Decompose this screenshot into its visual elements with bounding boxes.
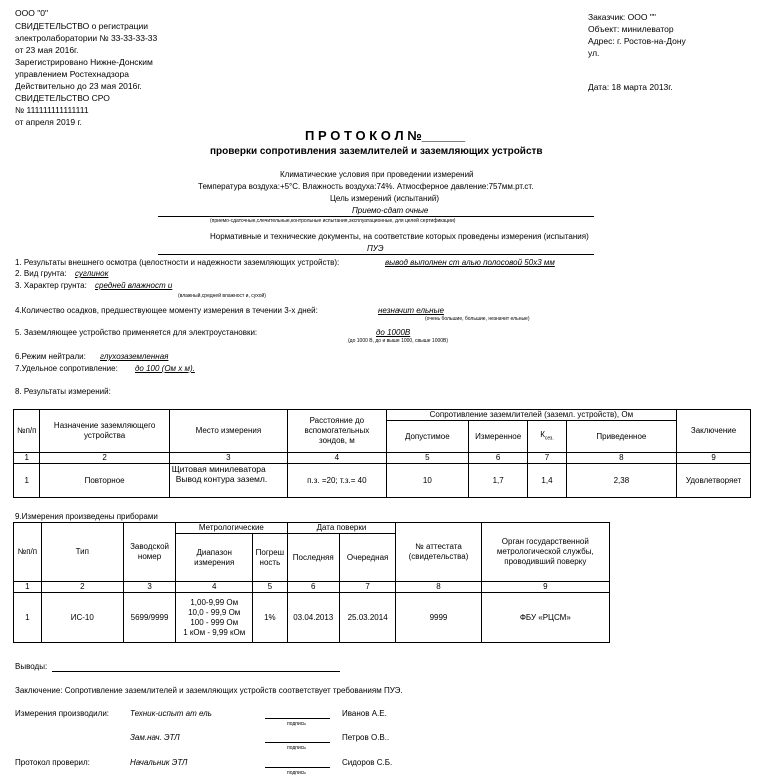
conclusions-label: Выводы: xyxy=(15,662,48,671)
instruments-table xyxy=(13,522,610,643)
header-certificate: № аттестата (свидетельства) xyxy=(396,523,481,582)
header-metrological: Метрологические xyxy=(176,523,287,534)
climate-title: Климатические условия при проведении измерений xyxy=(280,170,474,179)
lab-valid-until: Действительно до 23 мая 2016г. xyxy=(15,81,142,91)
results-table xyxy=(13,409,751,498)
item-2-label: 2. Вид грунта: xyxy=(15,269,67,278)
col-num: 8 xyxy=(566,453,676,464)
table-row xyxy=(14,464,751,498)
signature-line xyxy=(265,742,330,743)
row-range-line: 100 - 999 Ом xyxy=(190,617,239,627)
header-type: Тип xyxy=(41,523,123,582)
header-allowed: Допустимое xyxy=(386,421,468,453)
header-distance: Расстояние до вспомогательных зондов, м xyxy=(288,410,387,453)
header-error: Погреш ность xyxy=(253,534,287,582)
final-conclusion: Заключение: Сопротивление заземлителей и заземляющих устройств соответствует требованиям ПУЭ. xyxy=(15,686,403,695)
row-range xyxy=(176,593,253,643)
protocol-title: П Р О Т О К О Л №______ xyxy=(305,128,466,143)
sro-certificate-date: от апреля 2019 г. xyxy=(15,117,82,127)
row-type: ИС-10 xyxy=(41,593,123,643)
normative-value: ПУЭ xyxy=(367,244,384,253)
col-num: 7 xyxy=(339,582,395,593)
object: Объект: минилеватор xyxy=(588,24,674,34)
col-num: 8 xyxy=(396,582,481,593)
row-k: 1,4 xyxy=(528,464,566,498)
row-purpose: Повторное xyxy=(40,464,169,498)
col-num: 3 xyxy=(169,453,287,464)
item-4-label: 4.Количество осадков, предшествующее моменту измерения в течении 3-х дней: xyxy=(15,306,318,315)
row-conclusion: Удовлетворяет xyxy=(677,464,751,498)
header-organ: Орган государственной метрологической службы, проводивший поверку xyxy=(481,523,609,582)
row-reduced: 2,38 xyxy=(566,464,676,498)
item-6-label: 6.Режим нейтрали: xyxy=(15,352,86,361)
purpose-underline xyxy=(158,216,594,217)
purpose-value: Приемо-сдат очные xyxy=(352,206,429,215)
item-1-label: 1. Результаты внешнего осмотра (целостности и надежности заземляющих устройств): xyxy=(15,258,340,267)
signature-line xyxy=(265,767,330,768)
row-measured: 1,7 xyxy=(468,464,527,498)
item-7-value: до 100 (Ом х м). xyxy=(135,364,195,373)
lab-registered-by: Зарегистрировано Нижне-Донским xyxy=(15,57,153,67)
header-k xyxy=(528,421,566,453)
instruments-label: 9.Измерения произведены приборами xyxy=(15,512,158,521)
row-place-line-1: Щитовая минилеватора xyxy=(171,464,266,474)
col-num: 6 xyxy=(287,582,339,593)
row-certificate: 9999 xyxy=(396,593,481,643)
signature-hint: подпись xyxy=(287,721,306,727)
lab-name: ООО "0" xyxy=(15,8,48,18)
lab-registration-number: электролаборатории № 33-33-33-33 xyxy=(15,33,158,43)
tech-title: Техник-испыт ат ель xyxy=(130,709,212,718)
deputy-name: Петров О.В.. xyxy=(342,733,390,742)
address: Адрес: г. Ростов-на-Дону xyxy=(588,36,686,46)
col-num: 2 xyxy=(40,453,169,464)
header-verification: Дата поверки xyxy=(287,523,396,534)
header-num: №п/п xyxy=(14,523,42,582)
customer: Заказчик: ООО "" xyxy=(588,12,656,22)
header-last: Последняя xyxy=(287,534,339,582)
item-5-value: до 1000В xyxy=(376,328,411,337)
row-num: 1 xyxy=(14,464,40,498)
signature-hint: подпись xyxy=(287,770,306,776)
header-measured: Измеренное xyxy=(468,421,527,453)
row-next: 25.03.2014 xyxy=(339,593,395,643)
item-2-value: суглинок xyxy=(75,269,109,278)
header-serial: Заводской номер xyxy=(123,523,175,582)
purpose-label: Цель измерений (испытаний) xyxy=(330,194,439,203)
street: ул. xyxy=(588,48,600,58)
col-num: 7 xyxy=(528,453,566,464)
normative-label: Нормативные и технические документы, на соответствие которых проведены измерения (испытания) xyxy=(210,232,589,241)
item-5-hint: (до 1000 В, до и выше 1000, свыше 1000В) xyxy=(348,338,449,344)
sro-certificate-title: СВИДЕТЕЛЬСТВО СРО xyxy=(15,93,110,103)
header-next: Очередная xyxy=(339,534,395,582)
climate-values: Температура воздуха:+5°С. Влажность воздуха:74%. Атмосферное давление:757мм.рт.ст. xyxy=(198,182,534,191)
sro-certificate-number: № 111111111111111 xyxy=(15,105,89,115)
row-allowed: 10 xyxy=(386,464,468,498)
item-4-hint: (очень большие, большие, незначит ельные) xyxy=(425,316,530,322)
col-num: 3 xyxy=(123,582,175,593)
item-3-hint: (влажный,средней влажност и, сухой) xyxy=(178,293,266,299)
header-resistance: Сопротивление заземлителей (заземл. устройств), Ом xyxy=(386,410,676,421)
col-num: 1 xyxy=(14,453,40,464)
col-num: 6 xyxy=(468,453,527,464)
conclusions-line xyxy=(52,671,340,672)
col-num: 5 xyxy=(386,453,468,464)
table-row xyxy=(14,593,610,643)
checked-by-label: Протокол проверил: xyxy=(15,758,90,767)
measured-by-label: Измерения производили: xyxy=(15,709,110,718)
row-last: 03.04.2013 xyxy=(287,593,339,643)
col-num: 4 xyxy=(288,453,387,464)
row-range-line: 1 кОм - 9,99 кОм xyxy=(183,627,246,637)
normative-underline xyxy=(158,254,594,255)
col-num: 5 xyxy=(253,582,287,593)
row-organ: ФБУ «РЦСМ» xyxy=(481,593,609,643)
signature-hint: подпись xyxy=(287,745,306,751)
col-num: 4 xyxy=(176,582,253,593)
header-reduced: Приведенное xyxy=(566,421,676,453)
deputy-title: Зам.нач. ЭТЛ xyxy=(130,733,180,742)
header-place: Место измерения xyxy=(169,410,287,453)
lab-registration-date: от 23 мая 2016г. xyxy=(15,45,79,55)
item-6-value: глухозаземленная xyxy=(100,352,169,361)
chief-title: Начальник ЭТЛ xyxy=(130,758,188,767)
signature-line xyxy=(265,718,330,719)
row-range-line: 1,00-9,99 Ом xyxy=(190,597,239,607)
chief-name: Сидоров С.Б. xyxy=(342,758,393,767)
lab-registered-by-2: управлением Ростехнадзора xyxy=(15,69,129,79)
col-num: 9 xyxy=(677,453,751,464)
item-1-value: вывод выполнен ст алью полосовой 50х3 мм xyxy=(385,258,555,267)
item-4-value: незначит ельные xyxy=(378,306,444,315)
row-serial: 5699/9999 xyxy=(123,593,175,643)
item-3-value: средней влажност и xyxy=(95,281,173,290)
col-num: 9 xyxy=(481,582,609,593)
item-5-label: 5. Заземляющее устройство применяется для электроустановки: xyxy=(15,328,258,337)
lab-registration-title: СВИДЕТЕЛЬСТВО о регистрации xyxy=(15,21,148,31)
protocol-date: Дата: 18 марта 2013г. xyxy=(588,82,673,92)
header-num: №п/п xyxy=(14,410,40,453)
row-distance: п.з. =20; т.з.= 40 xyxy=(288,464,387,498)
row-error: 1% xyxy=(253,593,287,643)
row-range-line: 10,0 - 99,9 Ом xyxy=(188,607,241,617)
item-8-label: 8. Результаты измерений: xyxy=(15,387,111,396)
row-num: 1 xyxy=(14,593,42,643)
purpose-hint: (приемо-сдаточные,слечительные,контрольные испытания,эксплуатационные, для целей сертификации) xyxy=(210,218,456,224)
col-num: 1 xyxy=(14,582,42,593)
col-num: 2 xyxy=(41,582,123,593)
header-purpose: Назначение заземляющего устройства xyxy=(40,410,169,453)
tech-name: Иванов А.Е. xyxy=(342,709,387,718)
row-place xyxy=(169,464,287,498)
header-conclusion: Заключение xyxy=(677,410,751,453)
header-range: Диапазон измерения xyxy=(176,534,253,582)
header-k-main: К xyxy=(540,429,545,439)
row-place-line-2: Вывод контура заземл. xyxy=(175,474,268,484)
item-7-label: 7.Удельное сопротивление: xyxy=(15,364,118,373)
item-3-label: 3. Характер грунта: xyxy=(15,281,87,290)
protocol-subtitle: проверки сопротивления заземлителей и заземляющих устройств xyxy=(210,146,543,157)
header-k-sub: сез. xyxy=(544,435,554,442)
